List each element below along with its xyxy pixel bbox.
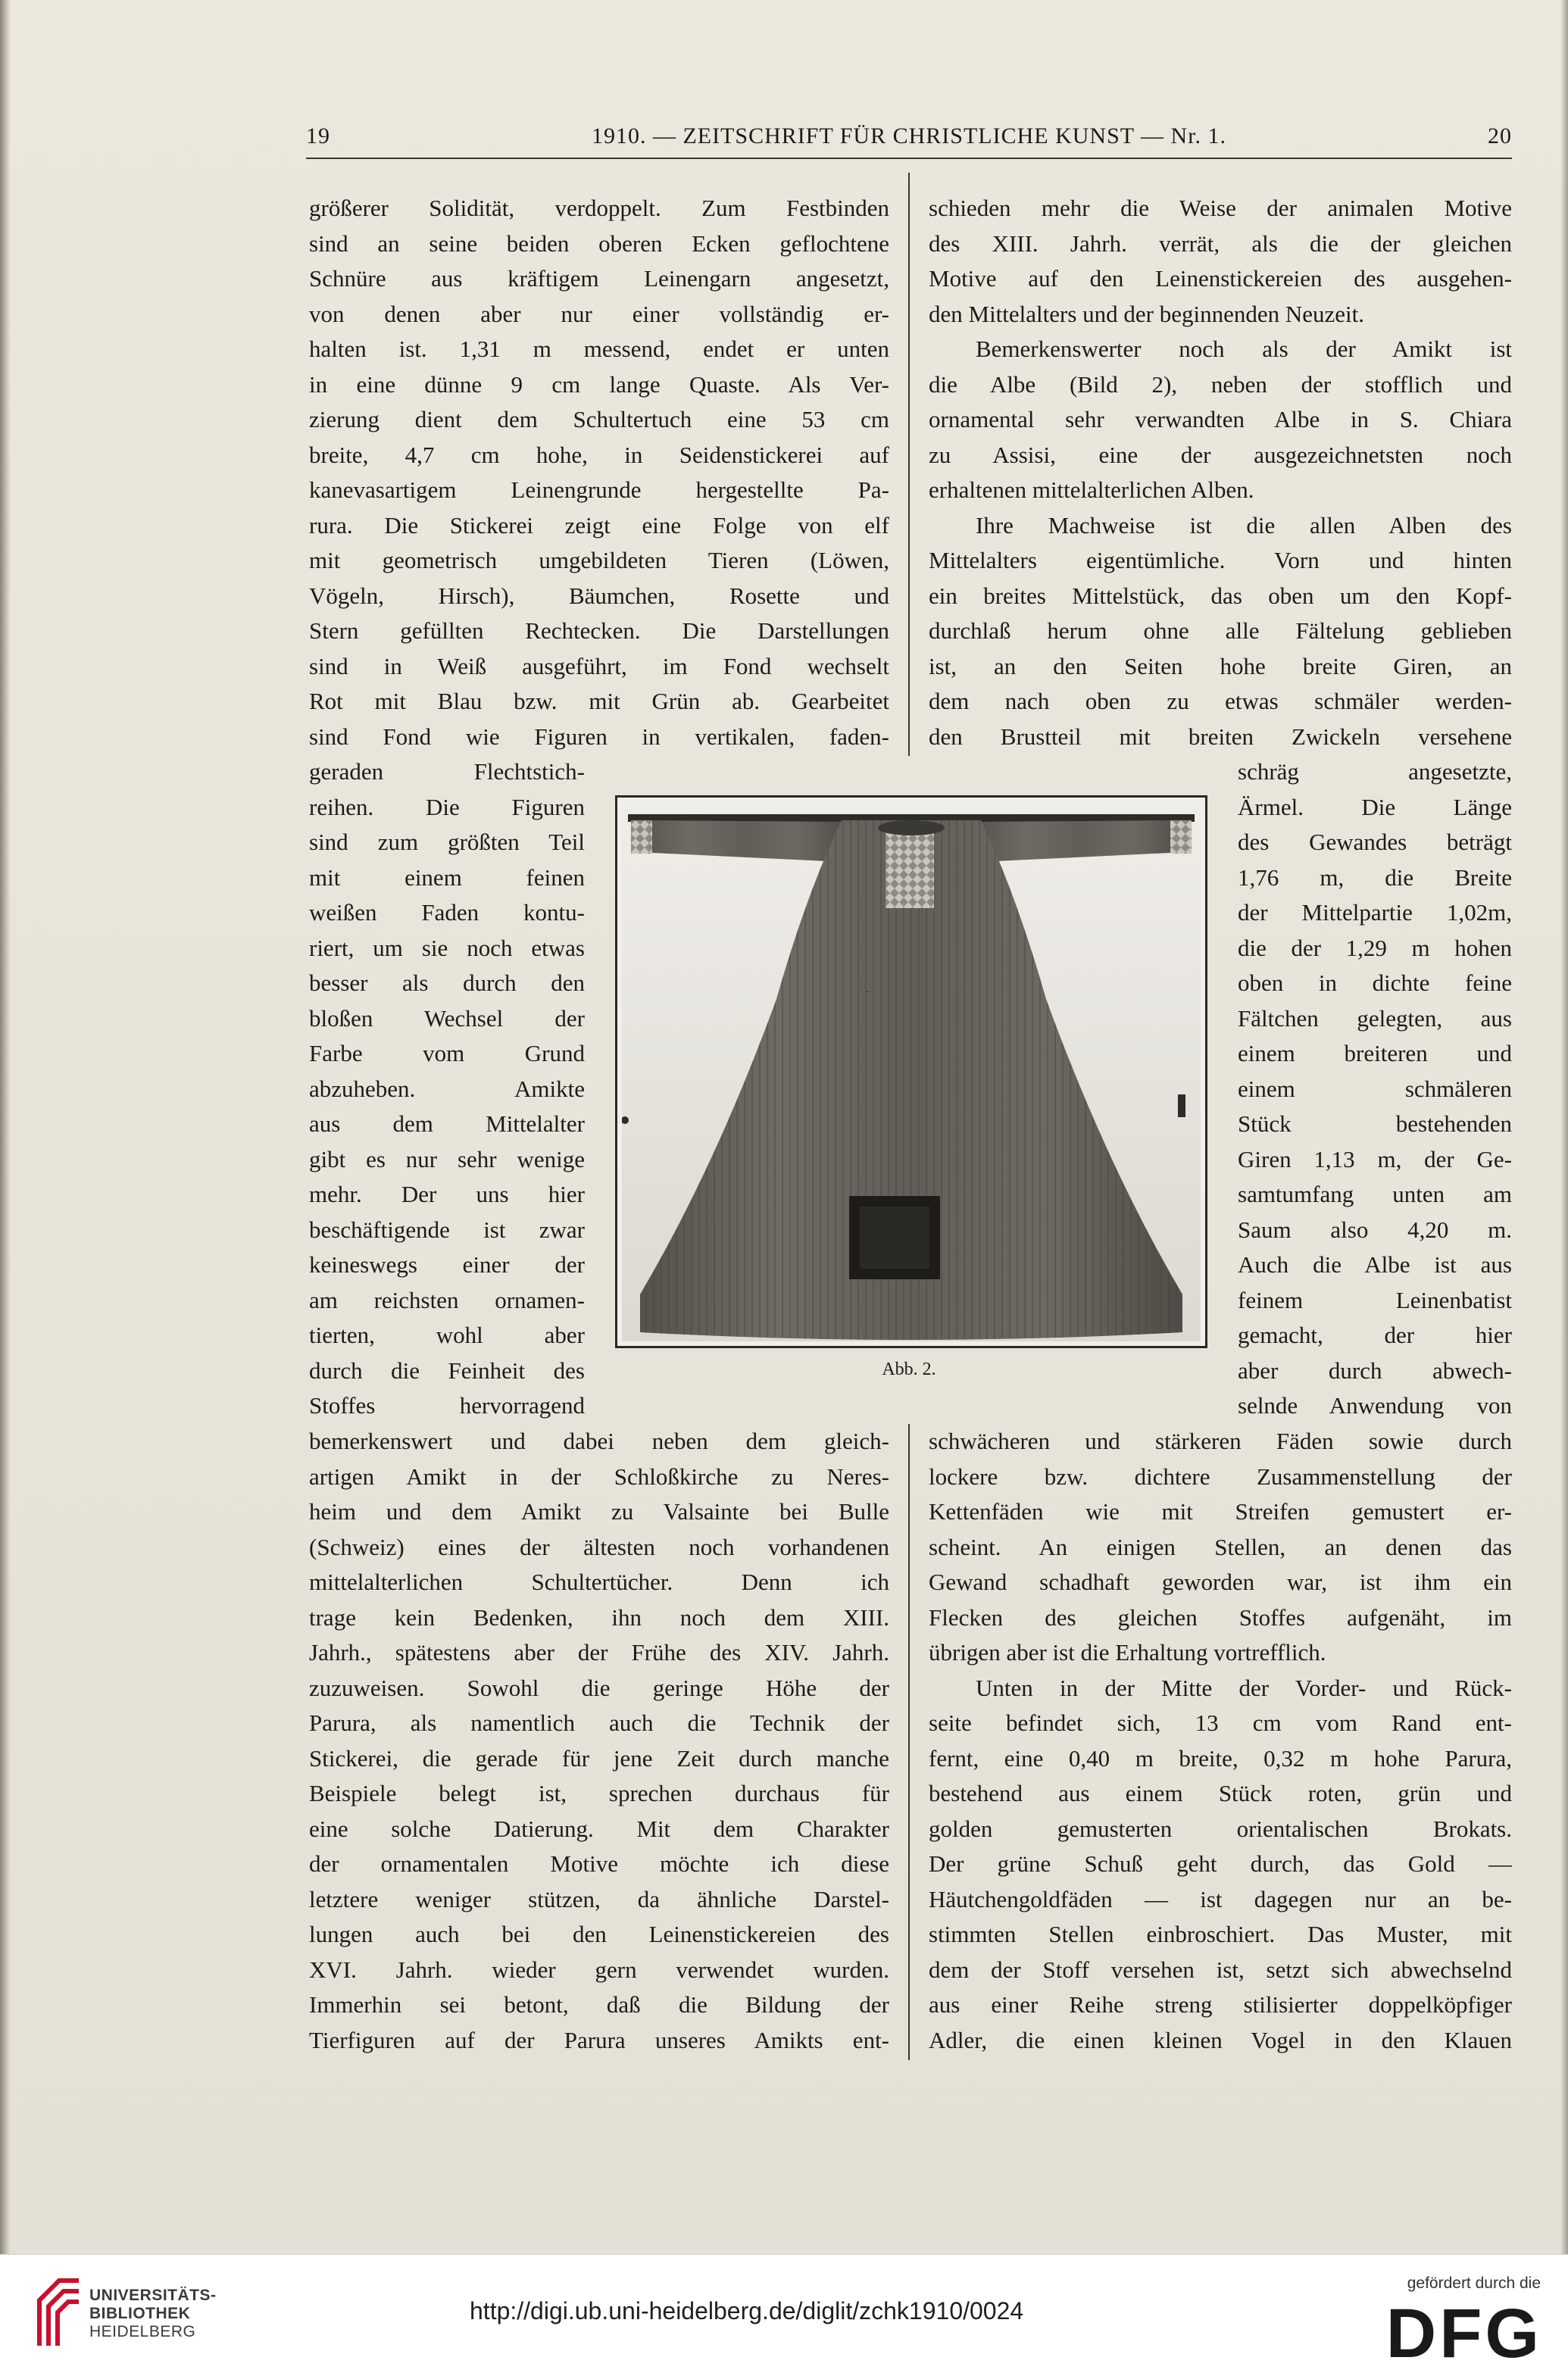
text-line: durchlaß herum ohne alle Fältelung geblieben — [929, 617, 1512, 644]
text-line: XVI. Jahrh. wieder gern verwendet wurden. — [309, 1956, 889, 1983]
text-line: eine solche Datierung. Mit dem Charakter — [309, 1815, 889, 1842]
text-line: ornamental sehr verwandten Albe in S. Chiara — [929, 406, 1512, 432]
text-line: rura. Die Stickerei zeigt eine Folge von elf — [309, 511, 889, 539]
text-line: feinem Leinenbatist — [1238, 1286, 1512, 1313]
text-line: Stoffes hervorragend — [309, 1392, 585, 1419]
text-line: Unten in der Mitte der Vorder- und Rück- — [976, 1674, 1512, 1701]
running-head — [306, 123, 1512, 154]
text-line: halten ist. 1,31 m messend, endet er unten — [309, 336, 889, 362]
text-line: oben in dichte feine — [1238, 969, 1512, 996]
text-line: Vögeln, Hirsch), Bäumchen, Rosette und — [309, 582, 889, 609]
text-line: (Schweiz) eines der ältesten noch vorhandenen — [309, 1533, 889, 1560]
text-line: keineswegs einer der — [309, 1251, 585, 1278]
text-line: mit einem feinen — [309, 863, 585, 891]
text-line: zierung dient dem Schultertuch eine 53 cm — [309, 406, 889, 432]
text-line: sind zum größten Teil — [309, 829, 585, 855]
text-line: Ihre Machweise ist die allen Alben des — [976, 511, 1512, 539]
column-right-narrow — [1238, 754, 1512, 1424]
column-right-bottom — [929, 1424, 1512, 2058]
text-line: der Mittelpartie 1,02m, — [1238, 899, 1512, 926]
column-rule-bottom — [908, 1424, 910, 2060]
text-line: samtumfang unten am — [1238, 1181, 1512, 1207]
text-line: abzuheben. Amikte — [309, 1075, 585, 1102]
text-line: artigen Amikt in der Schloßkirche zu Neres- — [309, 1463, 889, 1490]
column-left-narrow — [309, 754, 585, 1424]
column-left-bottom — [309, 1424, 889, 2058]
text-line: durch die Feinheit des — [309, 1357, 585, 1384]
text-line: besser als durch den — [309, 969, 585, 996]
text-line: Farbe vom Grund — [309, 1040, 585, 1066]
text-line: ein breites Mittelstück, das oben um den Kopf- — [929, 582, 1512, 609]
text-line: aber durch abwech- — [1238, 1357, 1512, 1384]
text-line: Parura, als namentlich auch die Technik der — [309, 1709, 889, 1736]
text-line: geraden Flechtstich- — [309, 758, 585, 785]
text-line: Adler, die einen kleinen Vogel in den Klauen — [929, 2026, 1512, 2053]
text-line: der ornamentalen Motive möchte ich diese — [309, 1850, 889, 1877]
text-line: Stück bestehenden — [1238, 1110, 1512, 1137]
text-line: des XIII. Jahrh. verrät, als die der gleichen — [929, 229, 1512, 257]
text-line: letztere weniger stützen, da ähnliche Darstel- — [309, 1885, 889, 1912]
text-line: beschäftigende ist zwar — [309, 1216, 585, 1243]
column-right-top — [929, 191, 1512, 754]
text-line: 1,76 m, die Breite — [1238, 863, 1512, 891]
text-line: Fältchen gelegten, aus — [1238, 1004, 1512, 1032]
text-line: gemacht, der hier — [1238, 1322, 1512, 1348]
text-line: scheint. An einigen Stellen, an denen das — [929, 1533, 1512, 1560]
text-line: Flecken des gleichen Stoffes aufgenäht, im — [929, 1603, 1512, 1631]
text-line: Ärmel. Die Länge — [1238, 793, 1512, 820]
text-line: bestehend aus einem Stück roten, grün und — [929, 1780, 1512, 1806]
text-line: schwächeren und stärkeren Fäden sowie durch — [929, 1428, 1512, 1454]
text-line: bloßen Wechsel der — [309, 1004, 585, 1032]
text-line: in eine dünne 9 cm lange Quaste. Als Ver- — [309, 370, 889, 398]
library-name — [89, 2287, 217, 2341]
text-line: Motive auf den Leinenstickereien des ausgehen- — [929, 265, 1512, 292]
text-line: Bemerkenswerter noch als der Amikt ist — [976, 336, 1512, 362]
text-line: heim und dem Amikt zu Valsainte bei Bulle — [309, 1498, 889, 1525]
text-line: zu Assisi, eine der ausgezeichnetsten noch — [929, 441, 1512, 468]
figure-alb-photo — [615, 795, 1207, 1348]
text-line: Mittelalters eigentümliche. Vorn und hinten — [929, 547, 1512, 573]
text-line: dem nach oben zu etwas schmäler werden- — [929, 688, 1512, 714]
text-line: Giren 1,13 m, der Ge- — [1238, 1145, 1512, 1172]
text-line: golden gemusterten orientalischen Brokats. — [929, 1815, 1512, 1842]
text-line: Gewand schadhaft geworden war, ist ihm ein — [929, 1569, 1512, 1595]
text-line: mehr. Der uns hier — [309, 1181, 585, 1207]
text-line: kanevasartigem Leinengrunde hergestellte Pa- — [309, 476, 889, 503]
library-name-line-1: UNIVERSITÄTS- — [89, 2287, 217, 2304]
text-line: seite befindet sich, 13 cm vom Rand ent- — [929, 1709, 1512, 1736]
text-line: Stickerei, die gerade für jene Zeit durch manche — [309, 1744, 889, 1772]
text-line: Schnüre aus kräftigem Leinengarn angesetzt, — [309, 265, 889, 292]
text-line: Saum also 4,20 m. — [1238, 1216, 1512, 1243]
text-line: selnde Anwendung von — [1238, 1392, 1512, 1419]
text-line: des Gewandes beträgt — [1238, 829, 1512, 855]
text-line: übrigen aber ist die Erhaltung vortrefflich. — [929, 1639, 1326, 1666]
dfg-logo: DFG — [1385, 2295, 1542, 2372]
text-line: sind in Weiß ausgeführt, im Fond wechselt — [309, 652, 889, 679]
library-name-line-3: HEIDELBERG — [89, 2323, 196, 2340]
page-number-left: 19 — [306, 123, 330, 148]
text-line: den Mittelalters und der beginnenden Neuzeit. — [929, 300, 1365, 327]
figure-caption: Abb. 2. — [882, 1360, 936, 1379]
text-line: Auch die Albe ist aus — [1238, 1251, 1512, 1278]
text-line: fernt, eine 0,40 m breite, 0,32 m hohe Parura, — [929, 1744, 1512, 1772]
text-line: Stern gefüllten Rechtecken. Die Darstellungen — [309, 617, 889, 644]
text-line: Immerhin sei betont, daß die Bildung der — [309, 1991, 889, 2018]
text-line: breite, 4,7 cm hohe, in Seidenstickerei auf — [309, 441, 889, 468]
page-edge-right — [1560, 0, 1568, 2254]
text-line: den Brustteil mit breiten Zwickeln versehene — [929, 723, 1512, 750]
text-line: gibt es nur sehr wenige — [309, 1145, 585, 1172]
text-line: stimmten Stellen einbroschiert. Das Muster, mit — [929, 1921, 1512, 1947]
funding-note: gefördert durch die — [1407, 2275, 1541, 2292]
permalink-url[interactable]: http://digi.ub.uni-heidelberg.de/diglit/zchk1910/0024 — [470, 2297, 1024, 2324]
text-line: einem schmäleren — [1238, 1075, 1512, 1102]
text-line: Häutchengoldfäden — ist dagegen nur an be- — [929, 1885, 1512, 1912]
text-line: lungen auch bei den Leinenstickereien des — [309, 1921, 889, 1947]
digitization-footer — [0, 2254, 1568, 2376]
text-line: Rot mit Blau bzw. mit Grün ab. Gearbeitet — [309, 688, 889, 714]
text-line: tierten, wohl aber — [309, 1322, 585, 1348]
text-line: von denen aber nur einer vollständig er- — [309, 300, 889, 327]
column-left-top — [309, 191, 889, 754]
text-line: mit geometrisch umgebildeten Tieren (Löwen, — [309, 547, 889, 573]
text-line: riert, um sie noch etwas — [309, 934, 585, 961]
text-line: die der 1,29 m hohen — [1238, 934, 1512, 961]
text-line: trage kein Bedenken, ihn noch dem XIII. — [309, 1603, 889, 1631]
text-line: erhaltenen mittelalterlichen Alben. — [929, 476, 1254, 503]
text-line: aus einer Reihe streng stilisierter doppelköpfiger — [929, 1991, 1512, 2018]
text-line: Tierfiguren auf der Parura unseres Amikts ent- — [309, 2026, 889, 2053]
text-line: reihen. Die Figuren — [309, 793, 585, 820]
text-line: lockere bzw. dichtere Zusammenstellung der — [929, 1463, 1512, 1490]
text-line: weißen Faden kontu- — [309, 899, 585, 926]
text-line: aus dem Mittelalter — [309, 1110, 585, 1137]
text-line: am reichsten ornamen- — [309, 1286, 585, 1313]
journal-title: 1910. — ZEITSCHRIFT FÜR CHRISTLICHE KUNST — Nr. 1. — [591, 123, 1227, 148]
text-line: dem der Stoff versehen ist, setzt sich abwechselnd — [929, 1956, 1512, 1983]
text-line: Jahrh., spätestens aber der Frühe des XIV. Jahrh. — [309, 1639, 889, 1666]
university-library-logo-icon — [33, 2278, 82, 2347]
text-line: die Albe (Bild 2), neben der stofflich und — [929, 370, 1512, 398]
text-line: einem breiteren und — [1238, 1040, 1512, 1066]
text-line: bemerkenswert und dabei neben dem gleich- — [309, 1428, 889, 1454]
text-line: zuzuweisen. Sowohl die geringe Höhe der — [309, 1674, 889, 1701]
text-line: mittelalterlichen Schultertücher. Denn ich — [309, 1569, 889, 1595]
page-number-right: 20 — [1488, 123, 1512, 148]
column-rule-top — [908, 173, 910, 756]
text-line: größerer Solidität, verdoppelt. Zum Festbinden — [309, 195, 889, 221]
text-line: Beispiele belegt ist, sprechen durchaus für — [309, 1780, 889, 1806]
text-line: sind Fond wie Figuren in vertikalen, faden- — [309, 723, 889, 750]
header-rule — [306, 158, 1512, 159]
page-edge-left — [0, 0, 11, 2254]
text-line: schieden mehr die Weise der animalen Motive — [929, 195, 1512, 221]
text-line: Der grüne Schuß geht durch, das Gold — — [929, 1850, 1512, 1877]
text-line: schräg angesetzte, — [1238, 758, 1512, 785]
alb-garment-illustration — [622, 802, 1201, 1341]
library-name-line-2: BIBLIOTHEK — [89, 2305, 191, 2322]
text-line: ist, an den Seiten hohe breite Giren, an — [929, 652, 1512, 679]
text-line: sind an seine beiden oberen Ecken geflochtene — [309, 229, 889, 257]
text-line: Kettenfäden wie mit Streifen gemustert er- — [929, 1498, 1512, 1525]
